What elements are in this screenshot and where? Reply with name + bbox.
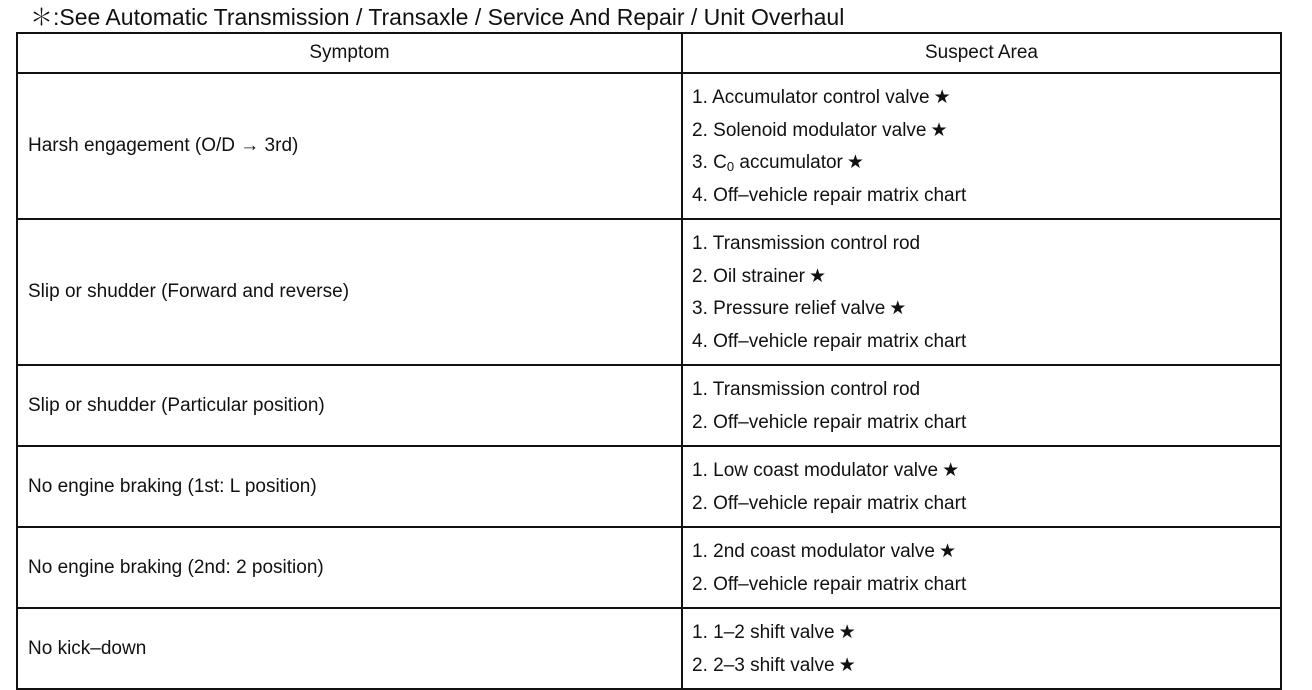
item-subscript: 0 xyxy=(726,159,735,174)
table-row xyxy=(17,365,1281,446)
table-row xyxy=(17,527,1281,608)
suspect-area-cell xyxy=(682,365,1281,446)
suspect-area-item xyxy=(692,228,1274,261)
star-icon: ★ xyxy=(846,152,864,173)
suspect-area-column-header: Suspect Area xyxy=(682,33,1281,73)
item-text: C xyxy=(713,152,727,173)
item-text: Off–vehicle repair matrix chart xyxy=(713,411,967,433)
suspect-area-item xyxy=(692,326,1274,359)
item-text: Transmission control rod xyxy=(712,233,921,254)
suspect-area-cell xyxy=(682,608,1281,689)
star-icon: ★ xyxy=(838,622,856,643)
item-text: 1–2 shift valve xyxy=(713,622,835,643)
symptom-cell: No engine braking (1st: L position) xyxy=(17,446,682,527)
item-number: 1. xyxy=(692,233,708,254)
suspect-area-item xyxy=(692,617,1274,650)
star-icon: ★ xyxy=(809,265,827,287)
suspect-area-item xyxy=(692,261,1274,294)
item-text: Oil strainer xyxy=(713,265,805,287)
reference-note: ＊:See Automatic Transmission / Transaxle / Service And Repair / Unit Overhaul xyxy=(30,4,845,30)
suspect-area-item xyxy=(692,569,1274,602)
item-number: 1. xyxy=(692,379,708,400)
symptom-cell: Harsh engagement (O/D → 3rd) xyxy=(17,73,682,219)
suspect-area-item xyxy=(692,82,1274,115)
suspect-area-item xyxy=(692,374,1274,407)
suspect-area-item xyxy=(692,536,1274,569)
item-number: 2. xyxy=(692,411,708,433)
item-text: Pressure relief valve xyxy=(713,298,886,319)
item-number: 1. xyxy=(692,622,708,643)
item-number: 3. xyxy=(692,298,708,319)
suspect-area-item xyxy=(692,488,1274,521)
item-text: Off–vehicle repair matrix chart xyxy=(713,492,967,514)
item-text: Low coast modulator valve xyxy=(713,460,939,481)
star-icon: ★ xyxy=(838,654,856,676)
star-icon: ★ xyxy=(930,119,948,141)
table-row xyxy=(17,219,1281,365)
suspect-area-item xyxy=(692,650,1274,683)
suspect-area-item xyxy=(692,115,1274,148)
symptom-cell: Slip or shudder (Particular position) xyxy=(17,365,682,446)
item-number: 2. xyxy=(692,265,708,287)
item-text: Off–vehicle repair matrix chart xyxy=(713,573,967,595)
suspect-area-item xyxy=(692,293,1274,326)
star-icon: ★ xyxy=(942,460,960,481)
item-number: 2. xyxy=(692,573,708,595)
item-number: 1. xyxy=(692,460,708,481)
suspect-area-cell xyxy=(682,527,1281,608)
symptom-cell: No kick–down xyxy=(17,608,682,689)
suspect-area-item xyxy=(692,180,1274,213)
item-text: 2nd coast modulator valve xyxy=(713,541,935,562)
table-row xyxy=(17,446,1281,527)
table-body xyxy=(17,73,1281,689)
suspect-area-item xyxy=(692,147,1274,180)
diagnosis-table xyxy=(16,32,1282,690)
item-text-continued: accumulator xyxy=(734,152,843,173)
item-number: 2. xyxy=(692,654,708,676)
suspect-area-item xyxy=(692,455,1274,488)
item-text: Accumulator control valve xyxy=(712,87,930,108)
symptom-cell: No engine braking (2nd: 2 position) xyxy=(17,527,682,608)
star-icon: ★ xyxy=(933,87,951,108)
header-row xyxy=(17,33,1281,73)
item-text: Off–vehicle repair matrix chart xyxy=(713,330,967,352)
suspect-area-cell xyxy=(682,219,1281,365)
item-text: Solenoid modulator valve xyxy=(713,119,927,141)
item-number: 1. xyxy=(692,541,708,562)
item-number: 1. xyxy=(692,87,708,108)
star-icon: ★ xyxy=(889,298,907,319)
suspect-area-cell xyxy=(682,446,1281,527)
item-number: 2. xyxy=(692,119,708,141)
item-text: 2–3 shift valve xyxy=(713,654,835,676)
item-text: Transmission control rod xyxy=(712,379,921,400)
symptom-cell: Slip or shudder (Forward and reverse) xyxy=(17,219,682,365)
suspect-area-item xyxy=(692,407,1274,440)
table-row xyxy=(17,608,1281,689)
item-text: Off–vehicle repair matrix chart xyxy=(713,184,967,206)
symptom-column-header: Symptom xyxy=(17,33,682,73)
item-number: 3. xyxy=(692,152,708,173)
star-icon: ★ xyxy=(938,541,956,562)
table-row xyxy=(17,73,1281,219)
item-number: 4. xyxy=(692,330,708,352)
suspect-area-cell xyxy=(682,73,1281,219)
item-number: 4. xyxy=(692,184,708,206)
item-number: 2. xyxy=(692,492,708,514)
